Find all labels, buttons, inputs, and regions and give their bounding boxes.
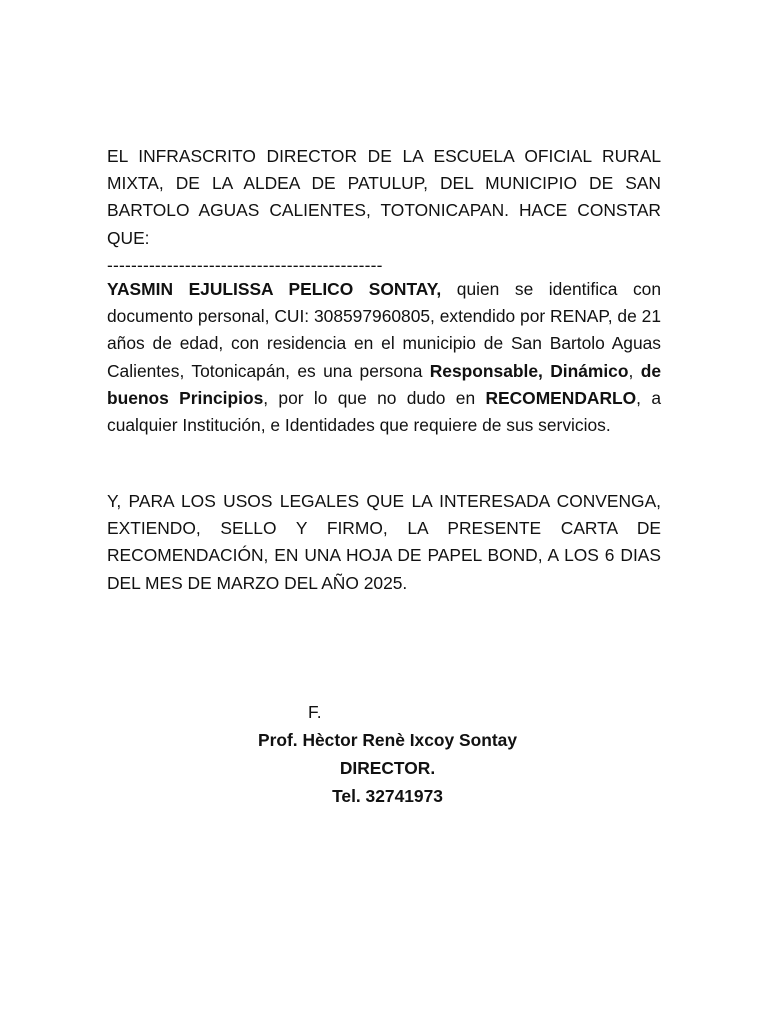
header-dashes: ---------------------------------------------- — [107, 254, 383, 275]
body-text-3: , por lo que no dudo en — [263, 387, 486, 408]
body-bold-2: de buenos Principios — [107, 360, 661, 408]
signer-title: DIRECTOR. — [339, 758, 436, 778]
signature-block — [200, 726, 575, 810]
closing-text: Y, PARA LOS USOS LEGALES QUE LA INTERESADA CONVENGA, EXTIENDO, SELLO Y FIRMO, LA PRESENTE CARTA DE RECOMENDACIÓN, EN UNA HOJA DE PAPEL BOND, A LOS 6 DIAS DEL MES DE MARZO DEL AÑO 2025. — [107, 491, 661, 593]
signer-phone: Tel. 32741973 — [332, 786, 443, 806]
signature-f-label: F. — [308, 702, 322, 722]
body-paragraph — [107, 276, 661, 439]
signer-name: Prof. Hèctor Renè Ixcoy Sontay — [258, 730, 517, 750]
closing-paragraph — [107, 488, 661, 597]
student-name: YASMIN EJULISSA PELICO SONTAY, — [107, 279, 442, 299]
body-text-4: , a cualquier Institución, e Identidades que requiere de sus servicios. — [107, 387, 662, 436]
body-text-1: quien se identifica con documento personal, CUI: 308597960805, extendido por RENAP, de 21 años de edad, con residencia en el municipio de San Bartolo Aguas Calientes, Totonicapán, es una persona — [107, 279, 661, 381]
body-bold-3: RECOMENDARLO — [485, 387, 637, 408]
header-paragraph — [107, 143, 661, 279]
body-bold-1: Responsable, Dinámico — [429, 360, 629, 381]
body-text-2: , — [628, 360, 641, 381]
header-text: EL INFRASCRITO DIRECTOR DE LA ESCUELA OFICIAL RURAL MIXTA, DE LA ALDEA DE PATULUP, DEL MUNICIPIO DE SAN BARTOLO AGUAS CALIENTES, TOTONICAPAN. HACE CONSTAR QUE: — [107, 146, 661, 248]
